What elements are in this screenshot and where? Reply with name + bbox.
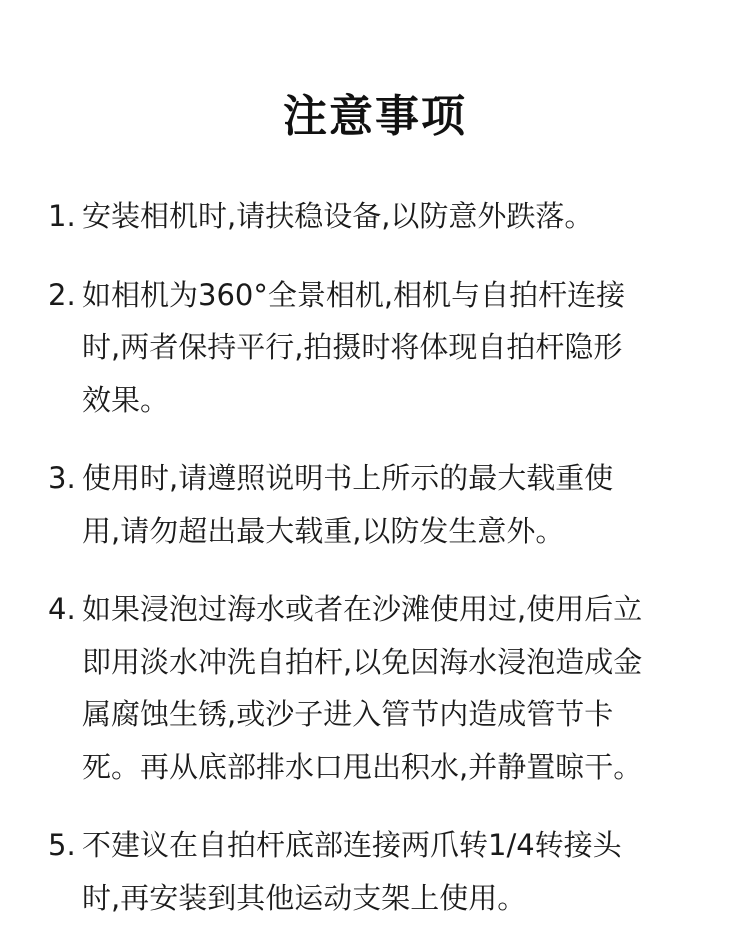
item-number: 1. xyxy=(48,199,76,233)
item-text-line: 不建议在自拍杆底部连接两爪转1/4转接头 xyxy=(82,828,622,862)
item-number: 5. xyxy=(48,828,76,862)
item-text-line: 属腐蚀生锈,或沙子进入管节内造成管节卡 xyxy=(82,697,614,731)
list-item xyxy=(48,269,708,427)
item-text-line: 时,再安装到其他运动支架上使用。 xyxy=(82,880,527,915)
item-text-line: 时,两者保持平行,拍摄时将体现自拍杆隐形 xyxy=(82,330,623,364)
item-number: 3. xyxy=(48,461,76,495)
item-text-line: 即用淡水冲洗自拍杆,以免因海水浸泡造成金 xyxy=(82,644,643,679)
item-text-line: 如果浸泡过海水或者在沙滩使用过,使用后立 xyxy=(82,592,643,626)
item-text-line: 使用时,请遵照说明书上所示的最大载重使 xyxy=(82,461,614,495)
item-text-line: 如相机为360°全景相机,相机与自拍杆连接 xyxy=(82,277,626,312)
item-text-line: 用,请勿超出最大载重,以防发生意外。 xyxy=(82,513,565,548)
item-text-line: 安装相机时,请扶稳设备,以防意外跌落。 xyxy=(82,199,594,233)
item-text-line: 死。再从底部排水口甩出积水,并静置晾干。 xyxy=(82,749,643,784)
list-item xyxy=(48,190,708,243)
item-number: 4. xyxy=(48,592,76,626)
item-number: 2. xyxy=(48,277,76,312)
list-item xyxy=(48,819,708,924)
page-title: 注意事项 xyxy=(283,91,467,142)
item-text-line: 效果。 xyxy=(82,382,170,417)
notice-list xyxy=(48,190,708,950)
list-item xyxy=(48,452,708,557)
list-item xyxy=(48,583,708,793)
